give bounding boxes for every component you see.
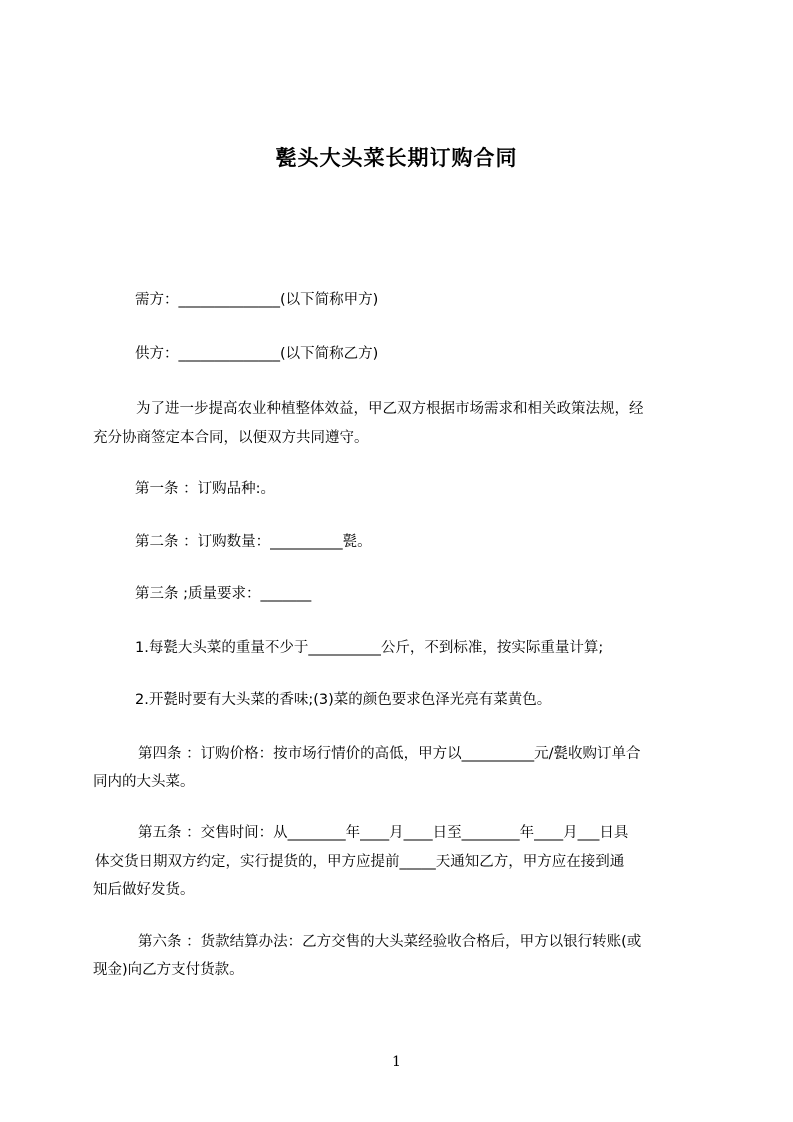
- article-6-line-2: 现金)向乙方支付货款。: [93, 962, 244, 978]
- page-number: 1: [392, 1054, 401, 1070]
- quality-item-2: 2.开甏时要有大头菜的香味;(3)菜的颜色要求色泽光亮有菜黄色。: [135, 692, 552, 708]
- article-1: 第一条 ：订购品种:。: [135, 481, 275, 497]
- preamble-line-1: 为了进一步提高农业种植整体效益，甲乙双方根据市场需求和相关政策法规，经: [136, 401, 644, 417]
- article-5-line-1: 第五条 ：交售时间：从________年____月____日至________年____月___日具: [138, 825, 629, 841]
- page-title: 甏头大头菜长期订购合同: [275, 146, 518, 170]
- article-4-line-1: 第四条 ：订购价格：按市场行情价的高低，甲方以__________元/甏收购订单合: [138, 746, 641, 762]
- article-5-line-3: 知后做好发货。: [93, 882, 195, 898]
- buyer-line: 需方：______________(以下简称甲方): [135, 292, 379, 308]
- article-5-line-2: 体交货日期双方约定，实行提货的，甲方应提前_____天通知乙方，甲方应在接到通: [95, 854, 625, 870]
- article-2: 第二条 ：订购数量：__________甏。: [135, 534, 372, 550]
- article-3: 第三条 ;质量要求：_______: [135, 586, 312, 602]
- preamble-line-2: 充分协商签定本合同，以便双方共同遵守。: [93, 430, 369, 446]
- article-6-line-1: 第六条 ：货款结算办法：乙方交售的大头菜经验收合格后，甲方以银行转账(或: [138, 934, 642, 950]
- supplier-line: 供方：______________(以下简称乙方): [135, 346, 379, 362]
- article-4-line-2: 同内的大头菜。: [93, 774, 195, 790]
- quality-item-1: 1.每甏大头菜的重量不少于__________公斤，不到标准，按实际重量计算;: [135, 640, 604, 656]
